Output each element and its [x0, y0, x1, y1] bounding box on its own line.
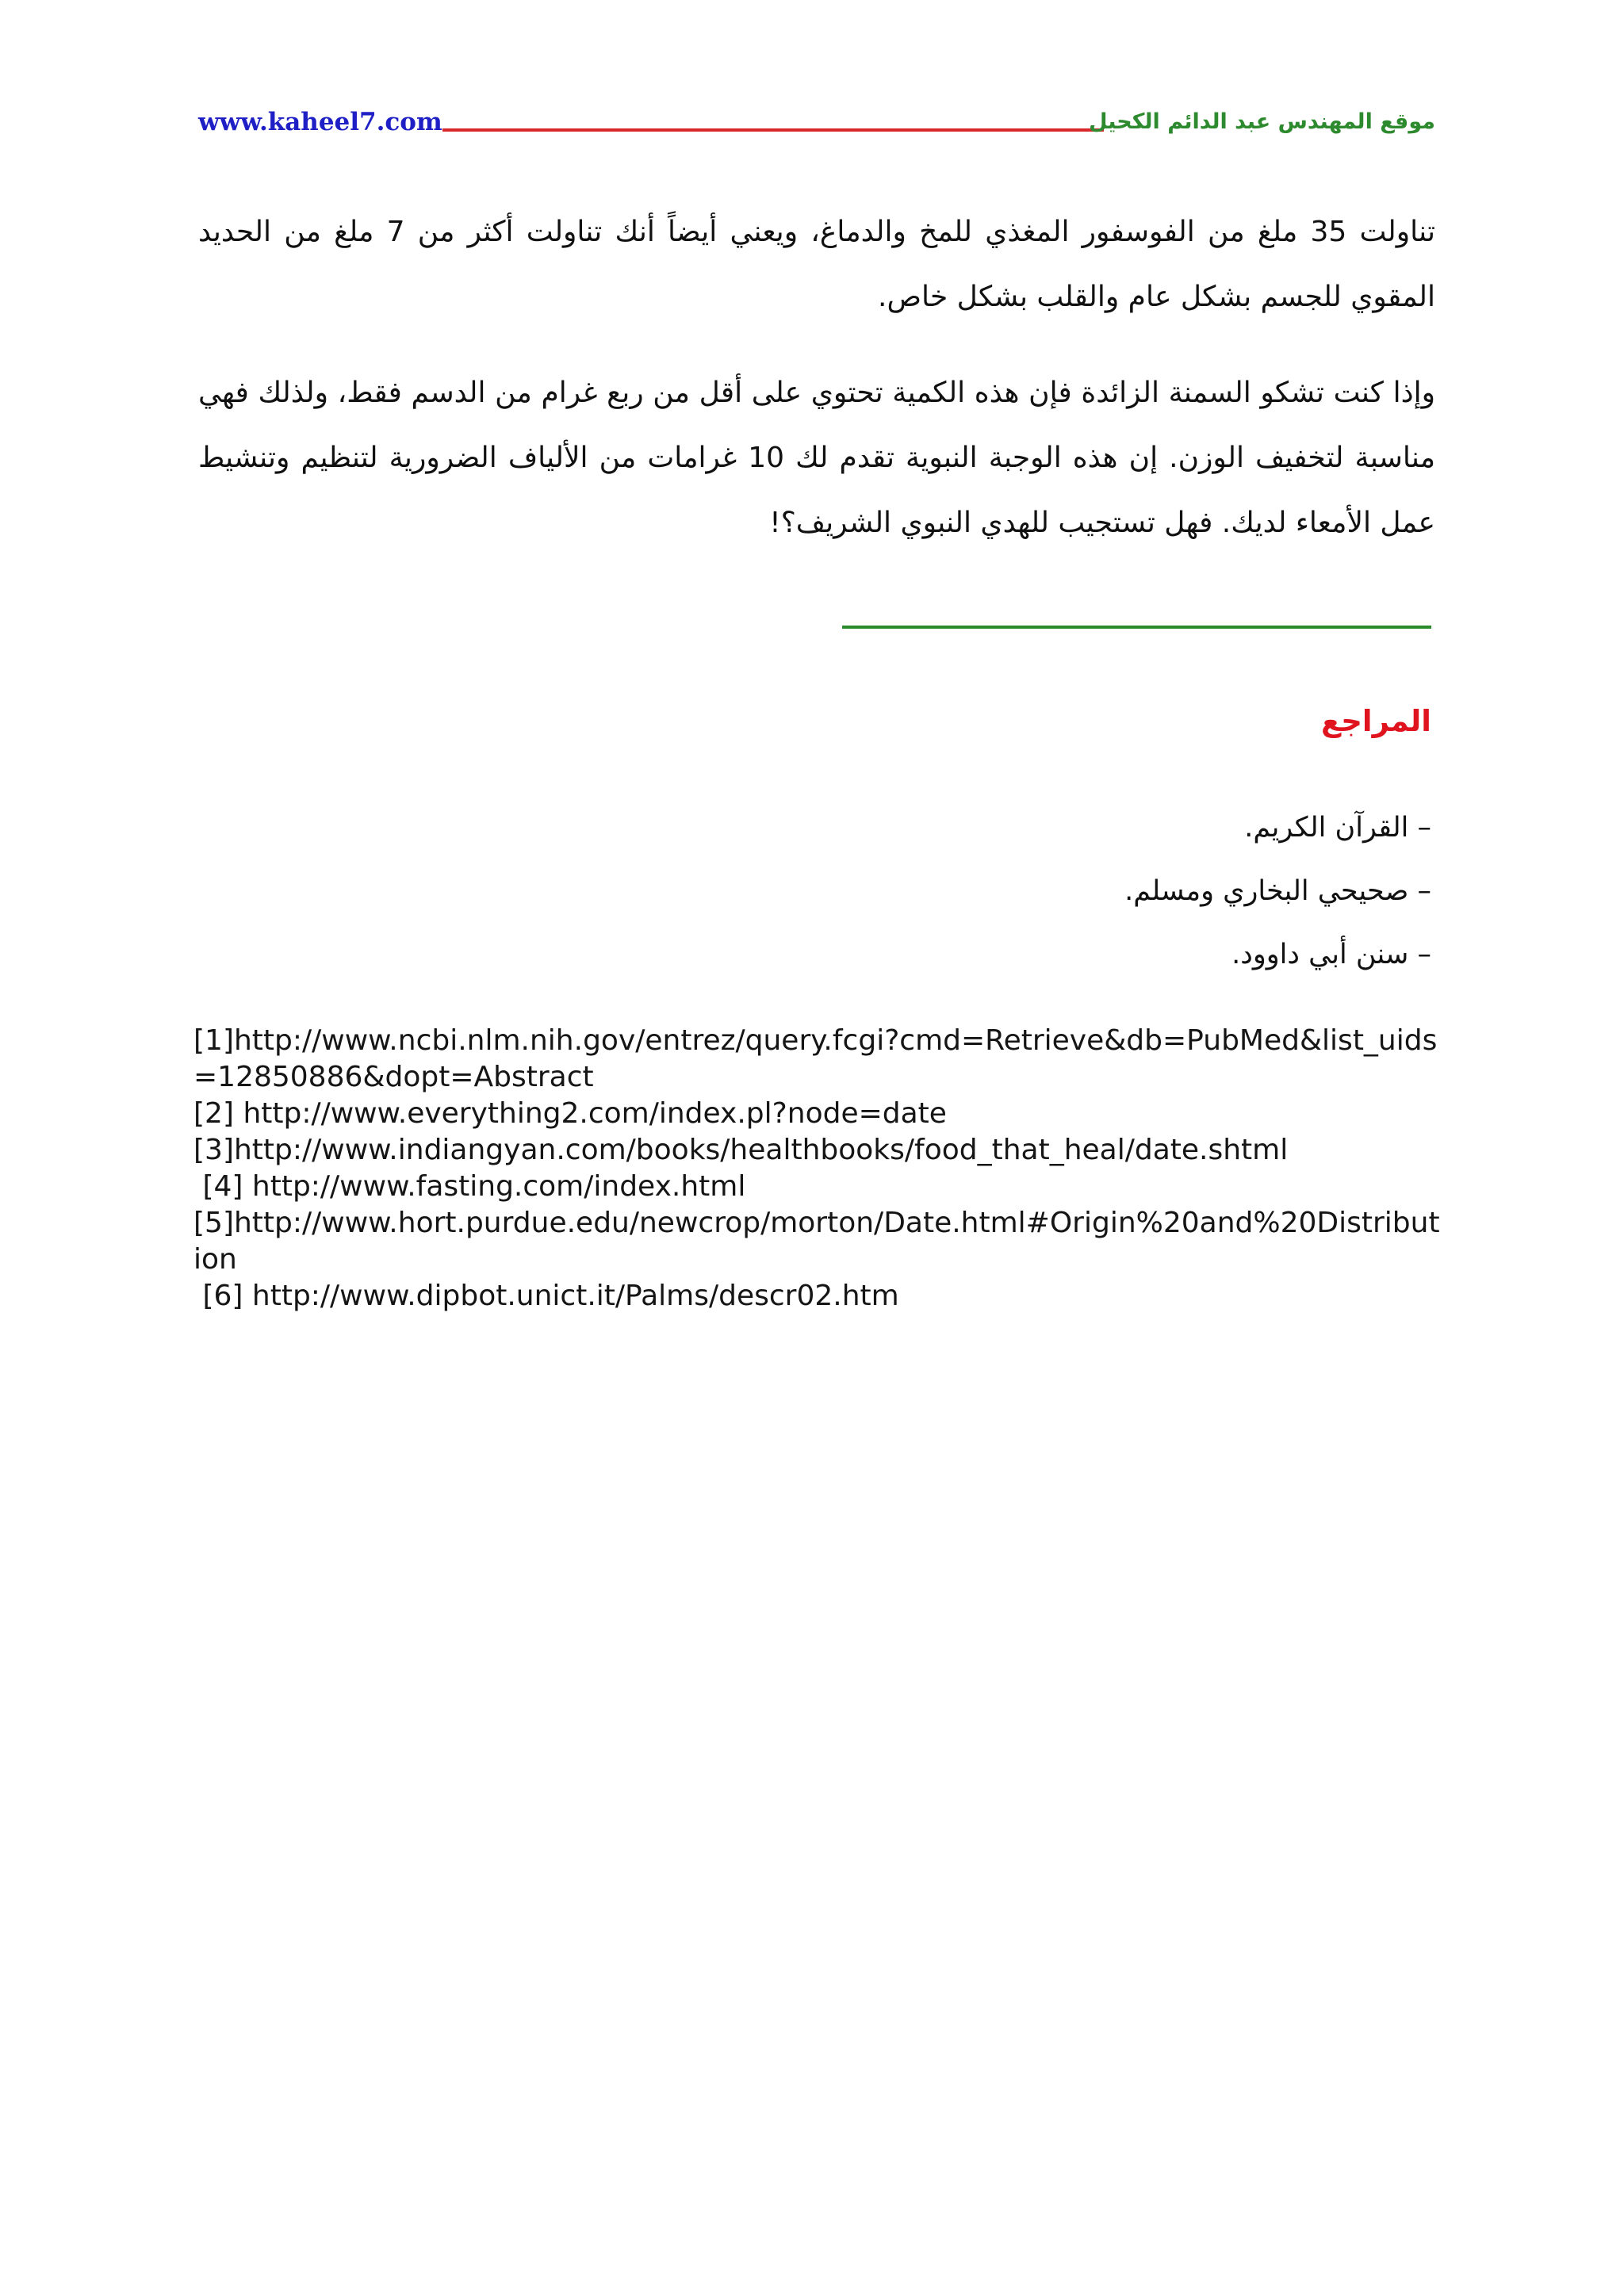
references-heading: المراجع [1320, 704, 1431, 738]
source-item: – صحيحي البخاري ومسلم. [1124, 875, 1431, 907]
reference-links-list [193, 1023, 1446, 1314]
body-paragraph-2: وإذا كنت تشكو السمنة الزائدة فإن هذه الكمية تحتوي على أقل من ربع غرام من الدسم فقط، ولذلك فهي مناسبة لتخفيف الوزن. إن هذه الوجبة النبوية تقدم لك 10 غرامات من الألياف الضرورية لتنظيم وتنشيط عمل الأمعاء لديك. فهل تستجيب للهدي النبوي الشريف؟! [198, 377, 1435, 539]
header-site-url[interactable]: www.kaheel7.com [198, 108, 442, 136]
source-item: – سنن أبي داوود. [1231, 939, 1431, 970]
header-divider [442, 128, 1104, 132]
sources-list [1124, 796, 1431, 986]
section-divider [842, 626, 1431, 629]
body-paragraph-1: تناولت 35 ملغ من الفوسفور المغذي للمخ والدماغ، ويعني أيضاً أنك تناولت أكثر من 7 ملغ من الحديد المقوي للجسم بشكل عام والقلب بشكل خاص. [198, 216, 1436, 313]
reference-link[interactable]: [3]http://www.indiangyan.com/books/healthbooks/food_that_heal/date.shtml [193, 1134, 1289, 1166]
reference-link[interactable]: [5]http://www.hort.purdue.edu/newcrop/morton/Date.html#Origin%20and%20Distribution [193, 1207, 1440, 1276]
reference-link[interactable]: [4] http://www.fasting.com/index.html [193, 1170, 746, 1203]
source-item: – القرآن الكريم. [1244, 812, 1431, 844]
reference-link[interactable]: [6] http://www.dipbot.unict.it/Palms/descr02.htm [193, 1280, 899, 1312]
reference-link[interactable]: [2] http://www.everything2.com/index.pl?node=date [193, 1097, 947, 1130]
header-site-title: موقع المهندس عبد الدائم الكحيل [1089, 109, 1435, 134]
page-header [198, 101, 1435, 149]
reference-link[interactable]: [1]http://www.ncbi.nlm.nih.gov/entrez/query.fcgi?cmd=Retrieve&db=PubMed&list_uids=12850886&dopt=Abstract [193, 1024, 1438, 1093]
